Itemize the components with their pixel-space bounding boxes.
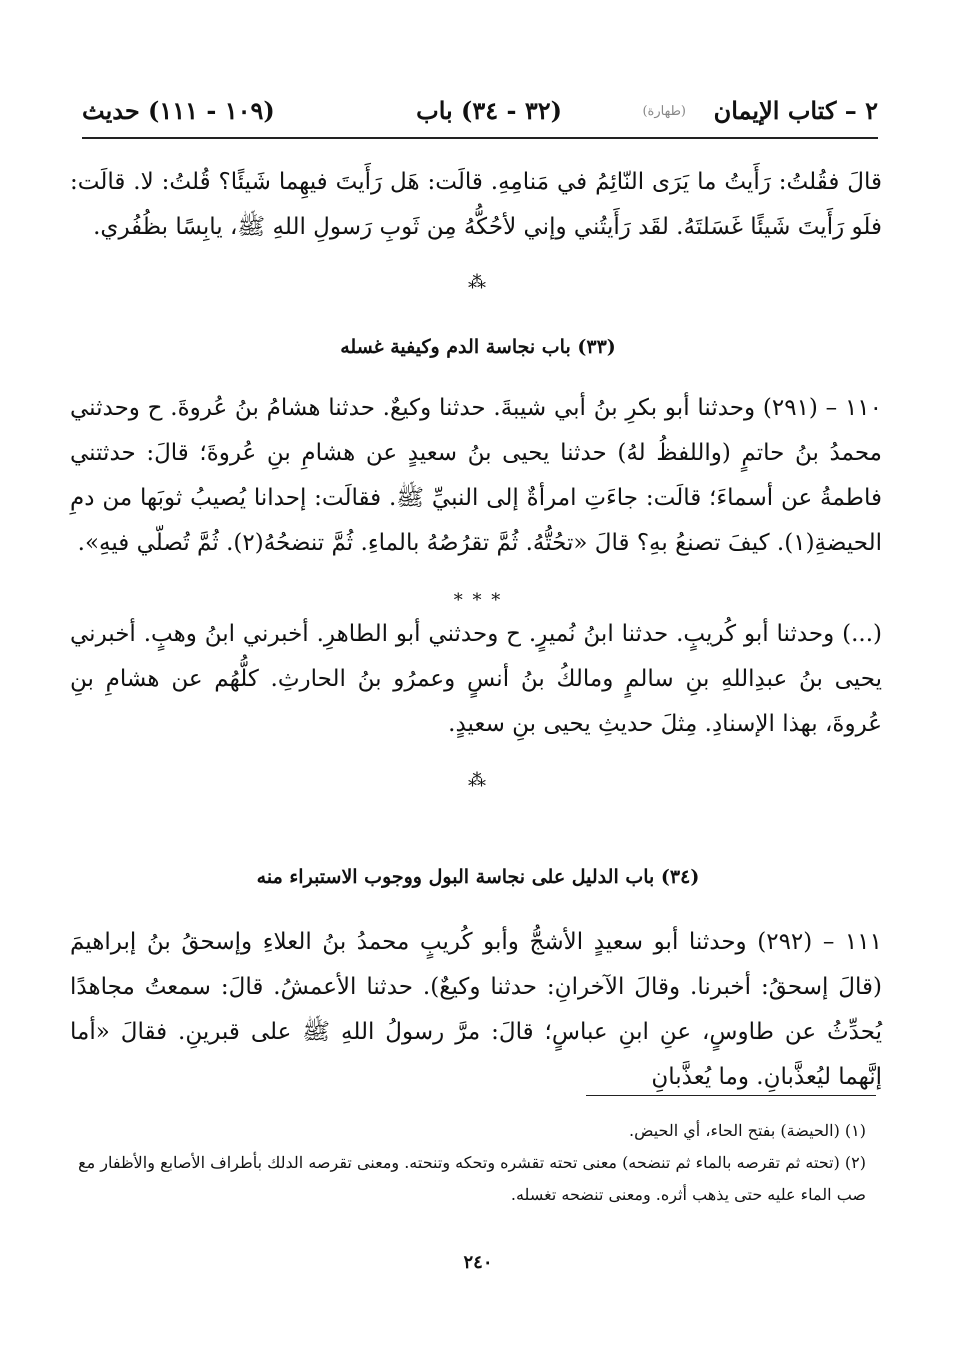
- hadith-110-continuation-text: (...) وحدثنا أبو كُريبٍ. حدثنا ابنُ نُميرٍ. ح وحدثني أبو الطاهرِ. أخبرني ابنُ وهبٍ. أخبرني يحيى بنُ عبدِاللهِ بنِ سالمٍ ومالكُ بنُ أنسٍ وعمرُو بنُ الحارثِ. كلُّهُم عن هشامِ بنِ عُروةَ، بهذا الإسنادِ. مِثلَ حديثِ يحيى بنِ سعيدٍ.: [70, 621, 882, 737]
- header-stamp: (طهارة): [642, 104, 686, 119]
- header-bab-range: (٣٢ - ٣٤) باب: [416, 96, 562, 125]
- section-separator: ⁂: [468, 770, 488, 791]
- paragraph-continuation: [70, 160, 882, 250]
- header-hadith-range: (١٠٩ - ١١١) حديث: [82, 96, 275, 125]
- paragraph-text: قالَ فقُلتُ: رَأَيتُ ما يَرَى النّائِمُ في مَنامِهِ. قالَت: هَل رَأَيتَ فيهِما شَيئًا؟ قُلتُ: لا. قالَت: فلَو رَأَيتَ شَيئًا غَسَلتَهُ. لقَد رَأَيتُني وإني لأحُكُّهُ مِن ثَوبِ رَسولِ اللهِ ﷺ، يابِسًا بظُفُري.: [70, 169, 882, 240]
- header-rule: [82, 137, 878, 139]
- footnotes: [70, 1115, 866, 1211]
- hadith-110: [70, 386, 882, 566]
- footnote-1: (١) (الحيضة) بفتح الحاء، أي الحيض.: [629, 1121, 866, 1140]
- section-separator: * * *: [453, 590, 503, 611]
- hadith-111: [70, 920, 882, 1100]
- page-header: [82, 92, 878, 132]
- hadith-110-text: ١١٠ – (٢٩١) وحدثنا أبو بكرِ بنُ أبي شيبةَ. حدثنا وكيعٌ. حدثنا هشامُ بنُ عُروةَ. ح وحدثني محمدُ بنُ حاتمٍ (واللفظُ لهُ) حدثنا يحيى بنُ سعيدٍ عن هشامِ بنِ عُروةَ؛ قالَ: حدثتني فاطمةُ عن أسماءَ؛ قالَت: جاءَتِ امرأةٌ إلى النبيِّ ﷺ. فقالَت: إحدانا يُصيبُ ثوبَها من دمِ الحيضةِ(١). كيفَ تصنعُ بهِ؟ قالَ «تحُتُّهُ. ثُمَّ تقرُصُهُ بالماءِ. ثُمَّ تنضحُهُ(٢). ثُمَّ تُصلّي فيهِ».: [70, 395, 882, 556]
- header-chapter-title: ٢ – كتاب الإيمان: [713, 96, 878, 125]
- footnote-2: (٢) (تحته ثم تقرصه بالماء ثم تنضحه) معنى تحته تقشره وتحكه وتنحته. ومعنى تقرصه الدلك بأطراف الأصابع والأظفار مع صب الماء عليه حتى يذهب أثره. ومعنى تنضحه تغسله.: [78, 1153, 866, 1204]
- hadith-110-continuation: [70, 612, 882, 747]
- chapter-heading-33: (٣٣) باب نجاسة الدم وكيفية غسله: [340, 336, 616, 358]
- section-separator: ⁂: [468, 272, 488, 293]
- hadith-111-text: ١١١ – (٢٩٢) وحدثنا أبو سعيدٍ الأشجُّ وأبو كُريبٍ محمدُ بنُ العلاءِ وإسحقُ بنُ إبراهيمَ (قالَ إسحقُ: أخبرنا. وقالَ الآخرانِ: حدثنا وكيعٌ). حدثنا الأعمشُ. قالَ: سمعتُ مجاهدًا يُحدِّثُ عن طاوسٍ، عنِ ابنِ عباسٍ؛ قالَ: مرَّ رسولُ اللهِ ﷺ على قبرينِ. فقالَ «أما إنَّهما ليُعذَّبانِ. وما يُعذَّبانِ: [70, 929, 882, 1090]
- chapter-heading-34: (٣٤) باب الدليل على نجاسة البول ووجوب الاستبراء منه: [256, 866, 700, 888]
- page-number: ٢٤٠: [463, 1252, 493, 1273]
- footnote-rule: [586, 1095, 876, 1096]
